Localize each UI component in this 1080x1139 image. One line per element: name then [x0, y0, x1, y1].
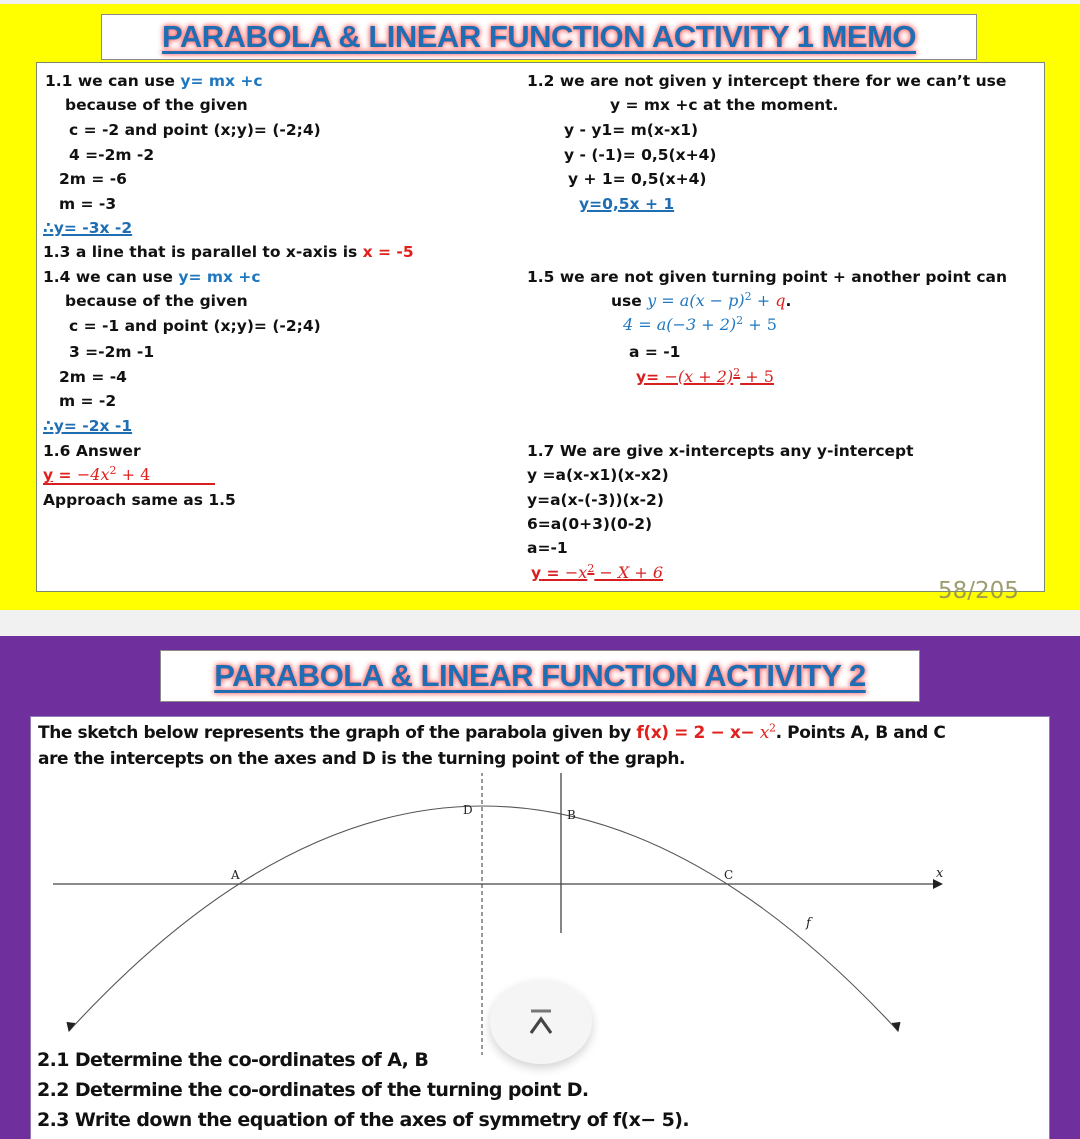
q1-2-line: 1.2 we are not given y intercept there for we can’t use [527, 72, 1007, 90]
question-2-3: 2.3 Write down the equation of the axes of symmetry of f(x− 5). [37, 1109, 689, 1131]
q1-5-sub-line [623, 315, 777, 335]
q1-1-line: 2m = -6 [59, 170, 127, 188]
page-title: PARABOLA & LINEAR FUNCTION ACTIVITY 1 MEMO [162, 19, 916, 54]
point-d-label: D [463, 803, 473, 817]
q1-3-answer: x = -5 [362, 243, 414, 261]
q1-5-formula-q: q [775, 291, 786, 310]
q1-5-formula-sq: 2 [744, 289, 752, 303]
q1-1-intro [45, 71, 263, 91]
q1-4-line: m = -2 [59, 392, 117, 410]
question-2-1: 2.1 Determine the co-ordinates of A, B [37, 1049, 429, 1071]
q1-4-line: because of the given [65, 292, 248, 310]
intro-line-2: are the intercepts on the axes and D is the turning point of the graph. [38, 749, 686, 769]
q1-4-answer: ∴y= -2x -1 [43, 417, 133, 435]
page-indicator: 58/205 [938, 578, 1019, 604]
page-title-box [101, 14, 977, 60]
q1-2-line: y = mx +c at the moment. [610, 96, 839, 114]
q1-6-answer-sq: 2 [109, 463, 117, 477]
q1-5-formula-dot: . [785, 292, 792, 310]
scroll-to-top-button[interactable] [490, 980, 592, 1064]
q1-5-line: 1.5 we are not given turning point + another point can [527, 268, 1008, 286]
x-axis-label: x [936, 866, 944, 881]
q1-3 [43, 242, 414, 262]
q1-5-formula-a: y = a(x − p) [647, 291, 745, 310]
question-2-2: 2.2 Determine the co-ordinates of the turning point D. [37, 1079, 589, 1101]
page-title-box [160, 650, 920, 702]
q1-2-line: y - (-1)= 0,5(x+4) [564, 146, 717, 164]
q1-2-answer: y=0,5x + 1 [579, 195, 675, 213]
q1-1-line: 4 =-2m -2 [69, 146, 155, 164]
q1-1-intro-text: 1.1 we can use [45, 72, 181, 90]
memo-content [36, 62, 1045, 592]
q1-7-line: y =a(x-x1)(x-x2) [527, 466, 669, 484]
q1-1-line: c = -2 and point (x;y)= (-2;4) [69, 121, 321, 139]
activity-content [30, 716, 1050, 1139]
q1-7-answer-eq: = [541, 564, 565, 582]
q1-5-formula-line [611, 291, 791, 311]
intro-function-x: x [759, 723, 769, 743]
q1-1-line: because of the given [65, 96, 248, 114]
memo-page [0, 4, 1080, 610]
point-b-label: B [567, 808, 576, 822]
q1-6-line: Approach same as 1.5 [43, 491, 236, 509]
q1-2-line: y - y1= m(x-x1) [564, 121, 699, 139]
q1-4-intro-text: 1.4 we can use [43, 268, 179, 286]
q1-5-use: use [611, 292, 648, 310]
intro-line-1 [38, 723, 945, 743]
q1-5-answer [636, 367, 774, 387]
q1-5-answer-b: + 5 [740, 367, 774, 386]
q1-7-answer-a: −x [564, 563, 588, 582]
q1-6-answer [43, 465, 215, 485]
parabola-curve [69, 806, 898, 1031]
q1-1-answer: ∴y= -3x -2 [43, 219, 133, 237]
q1-7-line: 6=a(0+3)(0-2) [527, 515, 653, 533]
q1-6-answer-a: −4x [76, 465, 110, 484]
q1-5-answer-a: −(x + 2) [664, 367, 734, 386]
q1-5-formula-plus: + [751, 291, 776, 310]
q1-6-answer-b: + 4 [116, 465, 151, 484]
q1-3-text: 1.3 a line that is parallel to x-axis is [43, 243, 363, 261]
q1-7-answer-sq: 2 [587, 561, 595, 575]
q1-1-formula: y= mx +c [180, 72, 263, 90]
q1-4-intro [43, 267, 261, 287]
intro-text: The sketch below represents the graph of the parabola given by [38, 723, 637, 743]
q1-4-line: 3 =-2m -1 [69, 343, 155, 361]
intro-function-sq: 2 [768, 721, 776, 735]
q1-4-formula: y= mx +c [178, 268, 261, 286]
q1-6-answer-eq: = [53, 466, 77, 484]
q1-7-line: 1.7 We are give x-intercepts any y-intercept [527, 442, 914, 460]
q1-6-answer-y: y [43, 466, 54, 484]
q1-6-line: 1.6 Answer [43, 442, 141, 460]
q1-7-line: y=a(x-(-3))(x-2) [527, 491, 664, 509]
q1-5-sub-sq: 2 [736, 313, 744, 327]
q1-7-answer-b: − X + 6 [594, 563, 664, 582]
q1-5-sub-a: 4 = a(−3 + 2) [623, 315, 737, 334]
scroll-to-top-icon [524, 1005, 558, 1039]
point-c-label: C [724, 868, 734, 882]
q1-2-line: y + 1= 0,5(x+4) [568, 170, 707, 188]
page-title: PARABOLA & LINEAR FUNCTION ACTIVITY 2 [214, 658, 866, 693]
q1-4-line: c = -1 and point (x;y)= (-2;4) [69, 317, 321, 335]
q1-7-answer-y: y [531, 564, 542, 582]
intro-function: f(x) = 2 − x− [636, 723, 760, 743]
q1-1-line: m = -3 [59, 195, 117, 213]
q1-7-line: a=-1 [527, 539, 568, 557]
q1-5-line: a = -1 [629, 343, 681, 361]
q1-5-sub-b: + 5 [743, 315, 777, 334]
q1-4-line: 2m = -4 [59, 368, 127, 386]
point-a-label: A [231, 868, 240, 882]
intro-text-end: . Points A, B and C [775, 723, 946, 743]
q1-5-answer-sq: 2 [733, 365, 741, 379]
q1-7-answer [531, 563, 663, 583]
q1-5-answer-y: y= [636, 368, 665, 386]
function-label: f [806, 916, 811, 931]
